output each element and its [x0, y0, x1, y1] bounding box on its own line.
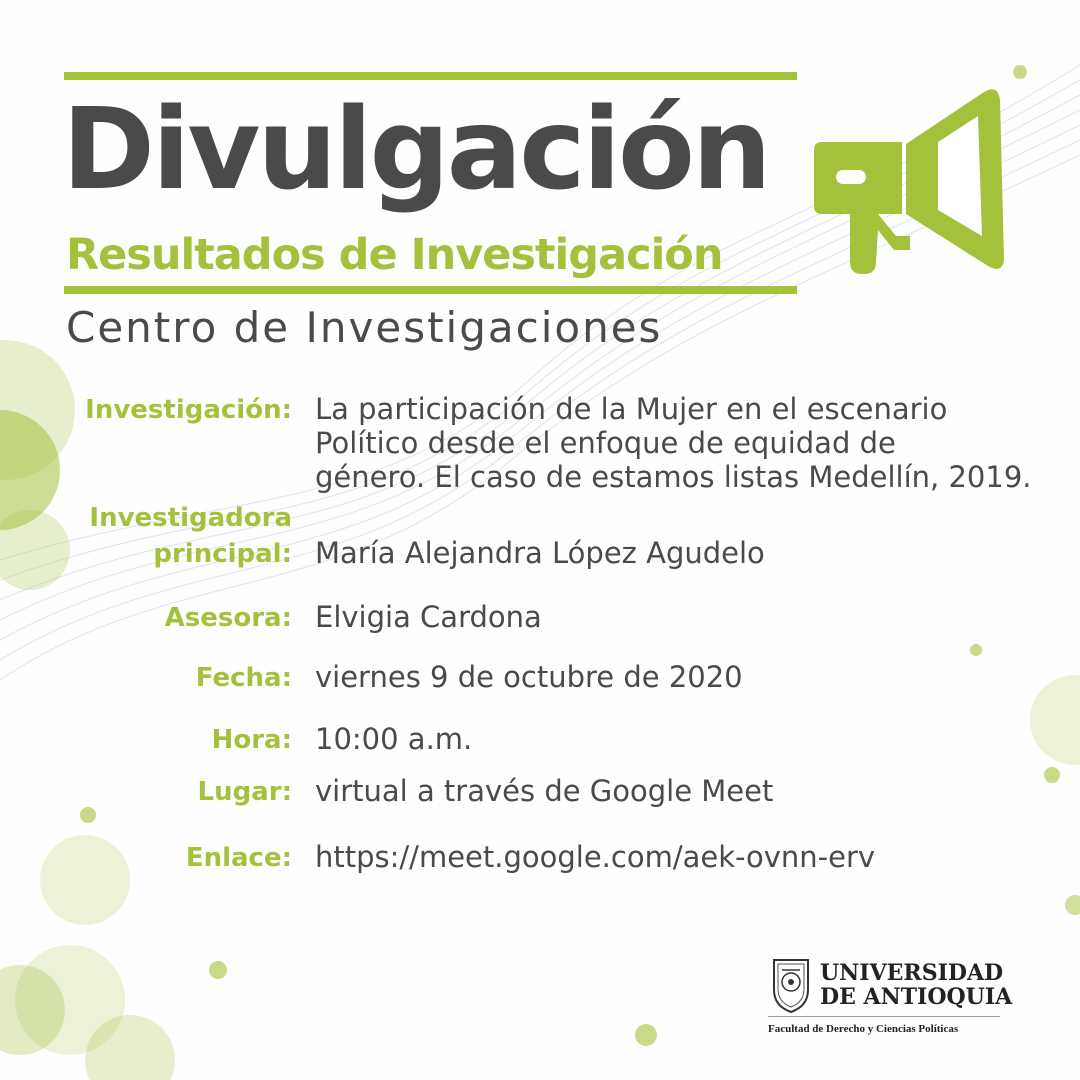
label-lugar: Lugar: [197, 777, 292, 807]
value-fecha: viernes 9 de octubre de 2020 [315, 660, 743, 694]
label-investigadora-line-2: principal: [153, 539, 292, 569]
research-center-name: Centro de Investigaciones [66, 303, 663, 352]
value-lugar: virtual a través de Google Meet [315, 774, 774, 808]
page-title: Divulgación [62, 85, 769, 215]
university-seal-icon [768, 954, 814, 1014]
bottom-accent-bar [64, 286, 797, 294]
faculty-name: Facultad de Derecho y Ciencias Políticas [768, 1023, 959, 1035]
label-investigadora-line-1: Investigadora [89, 503, 292, 533]
megaphone-icon [806, 86, 1030, 282]
logo-divider [768, 1016, 1000, 1017]
label-asesora: Asesora: [164, 603, 292, 633]
subtitle: Resultados de Investigación [66, 230, 723, 280]
university-logo [768, 950, 1013, 1045]
value-hora: 10:00 a.m. [315, 722, 473, 756]
label-fecha: Fecha: [195, 663, 292, 693]
university-name-line-1: UNIVERSIDAD [820, 960, 1004, 986]
label-enlace: Enlace: [185, 843, 292, 873]
top-accent-bar [64, 72, 797, 80]
value-investigadora: María Alejandra López Agudelo [315, 536, 765, 570]
value-investigacion-line-1: La participación de la Mujer en el escenario [315, 392, 948, 426]
value-investigacion-line-3: género. El caso de estamos listas Medellín, 2019. [315, 460, 1032, 494]
label-investigacion: Investigación: [85, 395, 292, 425]
university-name-line-2: DE ANTIOQUIA [820, 984, 1013, 1010]
meeting-link[interactable]: https://meet.google.com/aek-ovnn-erv [315, 840, 876, 874]
value-investigacion-line-2: Político desde el enfoque de equidad de [315, 426, 896, 460]
label-hora: Hora: [211, 725, 292, 755]
value-asesora: Elvigia Cardona [315, 600, 542, 634]
